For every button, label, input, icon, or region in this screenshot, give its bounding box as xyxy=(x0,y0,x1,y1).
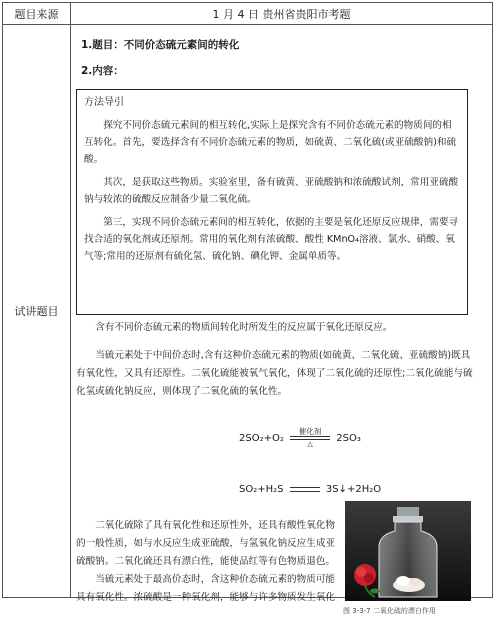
question-title: 1.题目：不同价态硫元素间的转化 xyxy=(81,39,240,51)
photo-caption: 图 3-3-7 二氧化硫的漂白作用 xyxy=(343,607,436,615)
equals-sign xyxy=(290,487,320,492)
source-label-cell: 题目来源 xyxy=(3,3,71,25)
equation-left: SO₂+H₂S xyxy=(239,484,284,495)
equation-right: 2SO₃ xyxy=(336,433,361,444)
content-cell xyxy=(71,25,493,615)
bleaching-photo xyxy=(345,501,471,601)
equation-left: 2SO₂+O₂ xyxy=(239,433,284,444)
source-value-cell: 1 月 4 日 贵州省贵阳市考题 xyxy=(71,3,493,25)
body-paragraph: 当硫元素处于最高价态时，含这种价态硫元素的物质可能具有氧化性。浓硫酸是一种氧化剂，能够与许多物质发生氧化 xyxy=(76,574,336,603)
guide-title: 方法导引 xyxy=(84,97,124,108)
catalyst-label: 催化剂 xyxy=(298,427,322,436)
body-paragraph: 二氧化硫除了具有氧化性和还原性外，还具有酸性氧化物的一般性质，如与水反应生成亚硫酸，与氢氧化钠反应生成亚硫酸钠。二氧化硫还具有漂白性，能使品红等有色物质退色。 xyxy=(76,520,336,567)
content-heading: 2.内容： xyxy=(81,65,124,77)
equation-right: 3S↓+2H₂O xyxy=(325,484,382,495)
body-paragraph: 含有不同价态硫元素的物质间转化时所发生的反应属于氧化还原反应。 xyxy=(95,322,393,333)
body-paragraph: 当硫元素处于中间价态时,含有这种价态硫元素的物质(如硫黄、二氧化硫、亚硫酸钠)既具有氧化性，又具有还原性。二氧化硫能被氧气氧化，体现了二氧化硫的还原性;二氧化硫能与硫化氢或硫化钠反应，则体现了二氧化硫的氧化性。 xyxy=(76,350,473,397)
method-guide-box xyxy=(76,89,468,315)
question-table xyxy=(2,2,493,615)
equation-so2-h2s xyxy=(239,481,381,498)
guide-paragraph: 第三，实现不同价态硫元素间的相互转化，依据的主要是氧化还原反应规律，需要寻找合适的氧化剂或还原剂。常用的氧化剂有浓硫酸、酸性 KMnO₄溶液、氯水、硝酸、氧气等;常用的还原剂有硫化氢、硫化钠、碘化钾、金属单质等。 xyxy=(84,217,459,262)
heat-symbol: △ xyxy=(307,440,313,448)
guide-paragraph: 探究不同价态硫元素间的相互转化,实际上是探究含有不同价态硫元素的物质间的相互转化。首先，要选择含有不同价态硫元素的物质，如硫黄、二氧化硫(或亚硫酸钠)和硫酸。 xyxy=(84,120,457,165)
guide-paragraph: 其次，是获取这些物质。实验室里，备有硫黄、亚硫酸钠和浓硫酸试剂，常用亚硫酸钠与较浓的硫酸反应制备少量二氧化硫。 xyxy=(84,177,459,205)
row-label-cell: 试讲题目 xyxy=(3,25,71,598)
equation-so2-oxidation xyxy=(239,427,361,449)
reversible-arrow xyxy=(290,427,330,449)
